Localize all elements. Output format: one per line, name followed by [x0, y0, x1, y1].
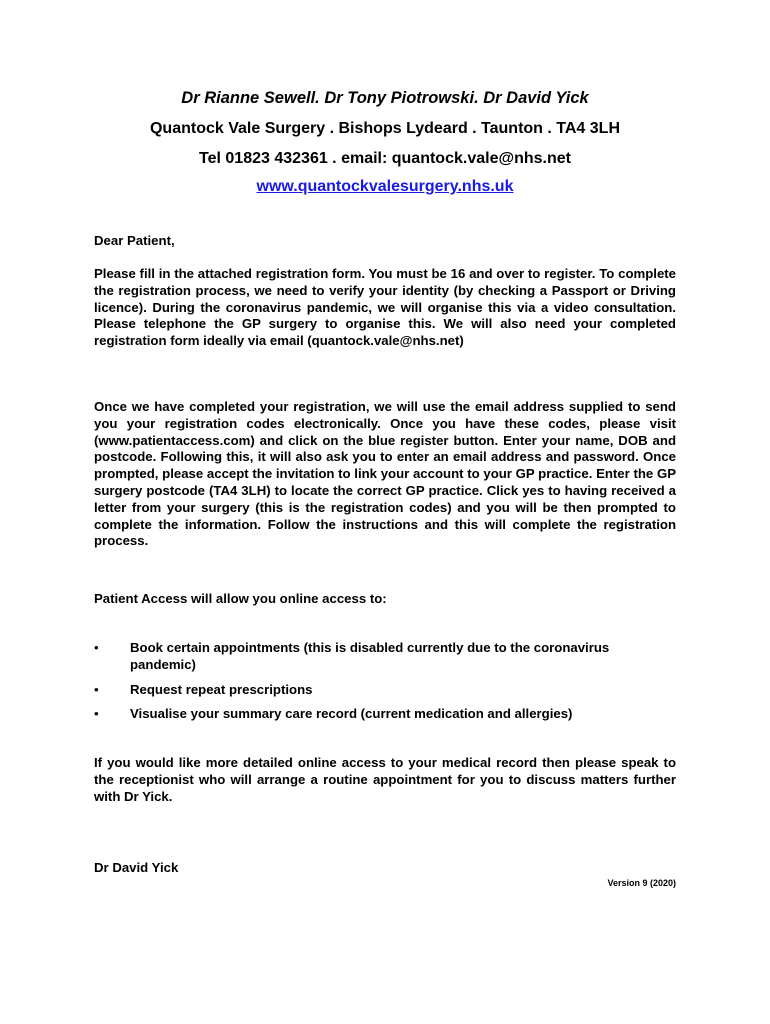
list-item-text: Visualise your summary care record (current medication and allergies) — [130, 706, 573, 722]
list-item — [94, 706, 676, 723]
registration-instructions-paragraph: Please fill in the attached registration form. You must be 16 and over to register. To complete the registration process, we need to verify your identity (by checking a Passport or Driving licence). During the coronavirus pandemic, we will organise this via a video consultation. Please telephone the GP surgery to organise this. We will also need your completed registration form ideally via email (quantock.vale@nhs.net) — [94, 266, 676, 349]
list-item — [94, 682, 676, 699]
online-access-paragraph: Once we have completed your registration, we will use the email address supplied to send you your registration codes electronically. Once you have these codes, please visit (www.patientaccess.com) and click on the blue register button. Enter your name, DOB and postcode. Following this, it will also ask you to enter an email address and password. Once prompted, please accept the invitation to link your account to your GP practice. Enter the GP surgery postcode (TA4 3LH) to locate the correct GP practice. Click yes to having received a letter from your surgery (this is the registration codes) and you will be then prompted to complete the information. Follow the instructions and this will complete the registration process. — [94, 399, 676, 549]
access-list — [94, 640, 676, 731]
doctor-names: Dr Rianne Sewell. Dr Tony Piotrowski. Dr David Yick — [181, 89, 589, 107]
bullet-icon: • — [94, 640, 99, 655]
surgery-address: Quantock Vale Surgery . Bishops Lydeard . Taunton . TA4 3LH — [149, 120, 620, 137]
list-item-text: Request repeat prescriptions — [130, 681, 313, 697]
list-item-text: Book certain appointments (this is disabled currently due to the coronavirus pandemic) — [130, 640, 610, 672]
detailed-access-paragraph: If you would like more detailed online access to your medical record then please speak to the receptionist who will arrange a routine appointment for you to discuss matters further with Dr Yick. — [94, 755, 676, 804]
access-intro: Patient Access will allow you online access to: — [94, 591, 387, 606]
website-link[interactable]: www.quantockvalesurgery.nhs.uk — [256, 178, 514, 195]
signature: Dr David Yick — [94, 860, 179, 875]
bullet-icon: • — [94, 706, 99, 722]
version-label: Version 9 (2020) — [607, 878, 676, 888]
contact-details: Tel 01823 432361 . email: quantock.vale@nhs.net — [199, 150, 571, 167]
greeting: Dear Patient, — [94, 233, 175, 248]
bullet-icon: • — [94, 681, 99, 697]
list-item — [94, 640, 676, 674]
website-line — [0, 177, 770, 197]
